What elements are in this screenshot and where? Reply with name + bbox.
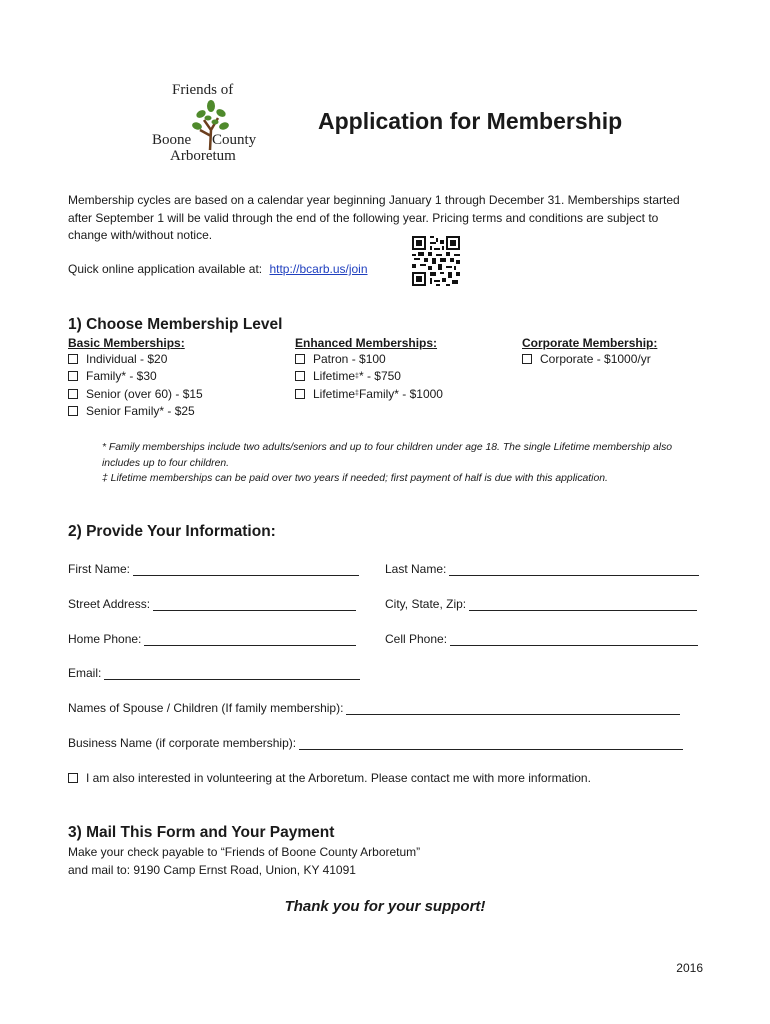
checkbox[interactable] bbox=[68, 773, 78, 783]
form-year: 2016 bbox=[676, 961, 703, 975]
payable-line: Make your check payable to “Friends of Boone County Arboretum” bbox=[68, 845, 421, 859]
corporate-membership-column bbox=[522, 336, 657, 368]
logo-text-friends: Friends of bbox=[172, 82, 234, 98]
basic-memberships-heading: Basic Memberships: bbox=[68, 336, 185, 350]
first-name-field[interactable]: First Name: bbox=[68, 562, 359, 576]
membership-notes bbox=[102, 440, 702, 487]
qr-code-icon bbox=[412, 236, 460, 286]
online-application bbox=[68, 262, 368, 276]
checkbox[interactable] bbox=[295, 354, 305, 364]
option-individual[interactable]: Individual - $20 bbox=[68, 350, 203, 368]
option-senior[interactable]: Senior (over 60) - $15 bbox=[68, 385, 203, 403]
family-note: * Family memberships include two adults/seniors and up to four children under age 18. The single Lifetime membership also includes up to four children. bbox=[102, 442, 673, 469]
enhanced-memberships-column bbox=[295, 336, 443, 403]
section2-heading: 2) Provide Your Information: bbox=[68, 523, 276, 540]
spouse-children-field[interactable]: Names of Spouse / Children (If family membership): bbox=[68, 701, 680, 715]
checkbox[interactable] bbox=[68, 354, 78, 364]
option-patron[interactable]: Patron - $100 bbox=[295, 350, 443, 368]
last-name-field[interactable]: Last Name: bbox=[385, 562, 699, 576]
section1-heading: 1) Choose Membership Level bbox=[68, 316, 283, 333]
thank-you-message: Thank you for your support! bbox=[284, 898, 486, 915]
option-lifetime[interactable]: Lifetime ‡ * - $750 bbox=[295, 368, 443, 386]
option-family[interactable]: Family* - $30 bbox=[68, 368, 203, 386]
checkbox[interactable] bbox=[295, 371, 305, 381]
page-title: Application for Membership bbox=[318, 108, 623, 134]
logo-text-county: County bbox=[212, 132, 257, 148]
corporate-membership-heading: Corporate Membership: bbox=[522, 336, 658, 350]
cell-phone-field[interactable]: Cell Phone: bbox=[385, 632, 698, 646]
email-field[interactable]: Email: bbox=[68, 666, 360, 680]
mail-address-line: and mail to: 9190 Camp Ernst Road, Union, KY 41091 bbox=[68, 862, 356, 877]
logo-text-arboretum: Arboretum bbox=[170, 148, 236, 164]
checkbox[interactable] bbox=[68, 389, 78, 399]
enhanced-memberships-heading: Enhanced Memberships: bbox=[295, 336, 438, 350]
intro-paragraph: Membership cycles are based on a calendar year beginning January 1 through December 31. Memberships started after September 1 will be valid through the end of the following year. Pricing terms and conditions are subject to change with/without notice. bbox=[68, 193, 680, 242]
business-name-field[interactable]: Business Name (if corporate membership): bbox=[68, 736, 683, 750]
checkbox[interactable] bbox=[295, 389, 305, 399]
city-state-zip-field[interactable]: City, State, Zip: bbox=[385, 597, 697, 611]
online-label: Quick online application available at: bbox=[68, 262, 263, 276]
home-phone-field[interactable]: Home Phone: bbox=[68, 632, 356, 646]
street-address-field[interactable]: Street Address: bbox=[68, 597, 356, 611]
option-corporate[interactable]: Corporate - $1000/yr bbox=[522, 350, 657, 368]
basic-memberships-column bbox=[68, 336, 203, 420]
logo-text-boone: Boone bbox=[152, 132, 192, 148]
section3-heading: 3) Mail This Form and Your Payment bbox=[68, 824, 335, 841]
join-link[interactable]: http://bcarb.us/join bbox=[269, 262, 368, 276]
checkbox[interactable] bbox=[522, 354, 532, 364]
arboretum-logo bbox=[150, 82, 270, 168]
checkbox[interactable] bbox=[68, 406, 78, 416]
option-lifetime-family[interactable]: Lifetime ‡ Family* - $1000 bbox=[295, 385, 443, 403]
lifetime-note: ‡ Lifetime memberships can be paid over two years if needed; first payment of half is due with this application. bbox=[102, 473, 608, 484]
checkbox[interactable] bbox=[68, 371, 78, 381]
volunteer-option[interactable]: I am also interested in volunteering at the Arboretum. Please contact me with more information. bbox=[68, 769, 591, 787]
mail-instructions bbox=[68, 844, 420, 879]
option-senior-family[interactable]: Senior Family* - $25 bbox=[68, 403, 203, 421]
